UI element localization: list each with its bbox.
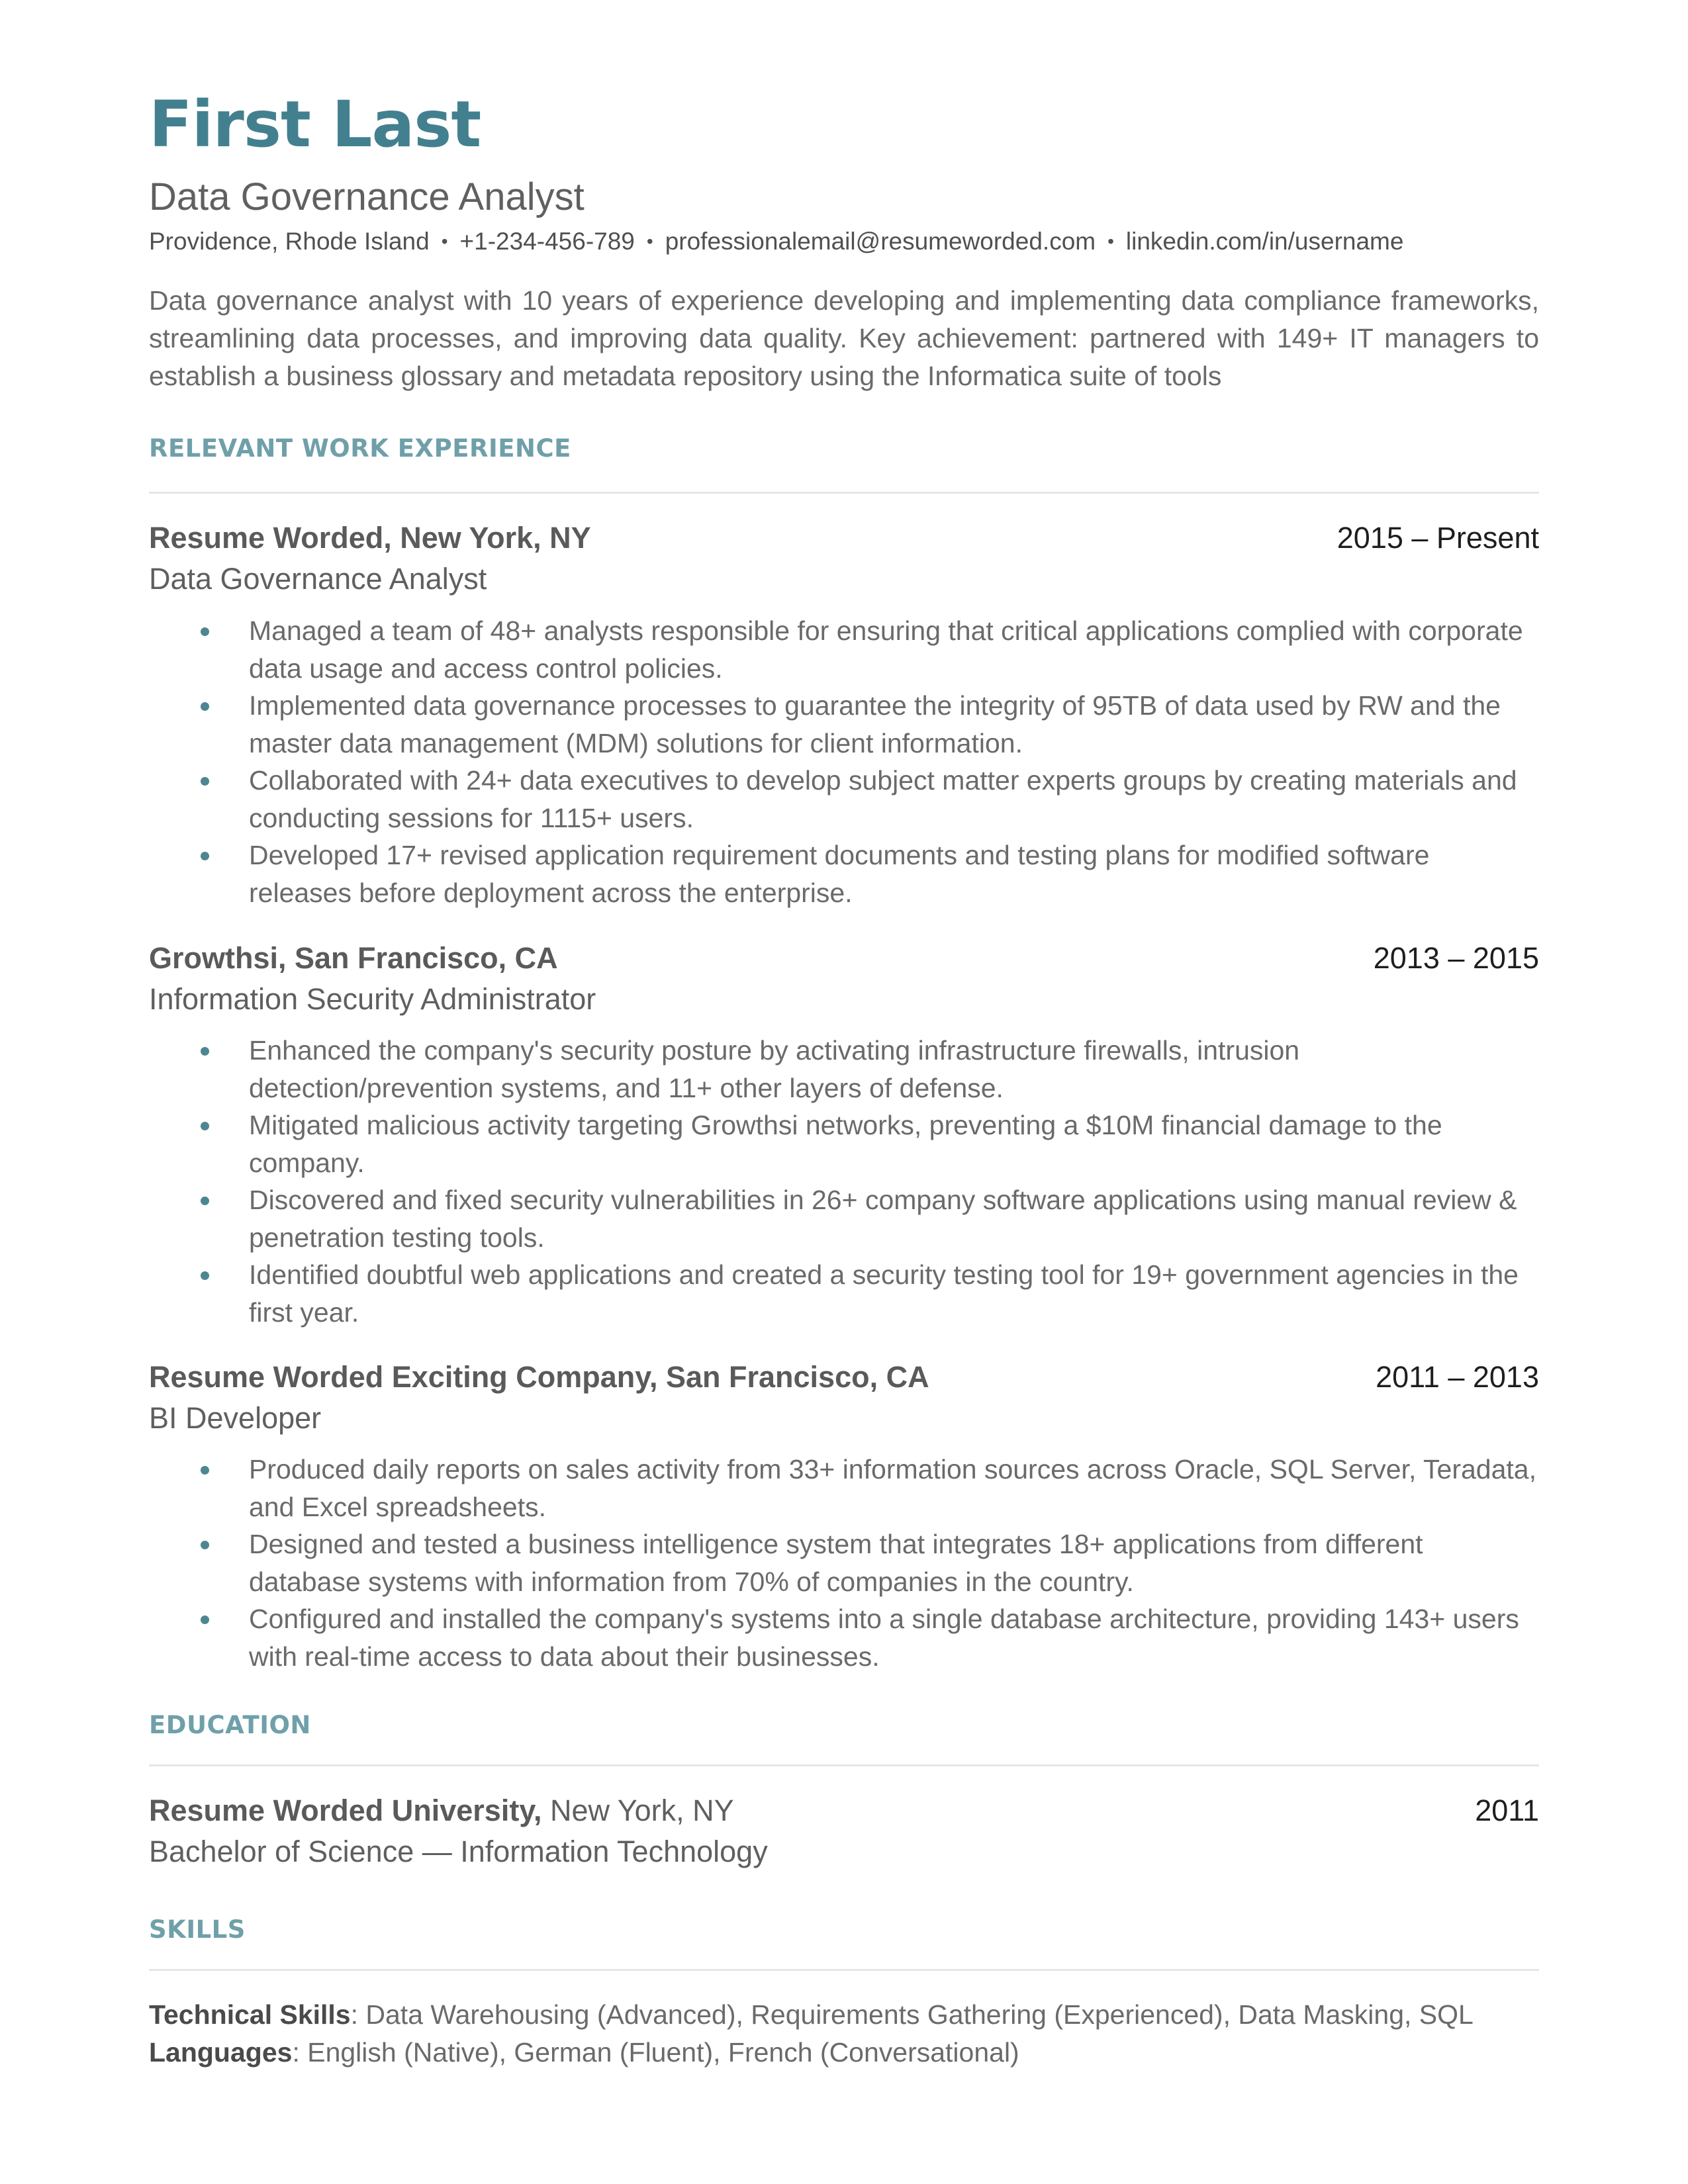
list-item: Discovered and fixed security vulnerabilities in 26+ company software applications using manual review & penetration testing tools. — [149, 1181, 1539, 1256]
candidate-title: Data Governance Analyst — [149, 175, 585, 218]
contact-linkedin[interactable]: linkedin.com/in/username — [1125, 228, 1404, 255]
list-item: Designed and tested a business intelligence system that integrates 18+ applications from different database systems with information from 70% of companies in the country. — [149, 1525, 1539, 1600]
candidate-name: First Last — [149, 87, 481, 161]
bullet-icon — [201, 627, 209, 636]
job-company: Growthsi, San Francisco, CA — [149, 941, 558, 975]
section-heading-education: EDUCATION — [149, 1711, 311, 1739]
contact-email[interactable]: professionalemail@resumeworded.com — [665, 228, 1096, 255]
technical-skills-value: : Data Warehousing (Advanced), Requirements Gathering (Experienced), Data Masking, SQL — [350, 1999, 1474, 2030]
job-dates: 2015 – Present — [1336, 521, 1539, 555]
contact-phone: +1-234-456-789 — [459, 228, 635, 255]
job-header — [149, 518, 1539, 558]
bullet-icon — [201, 1615, 209, 1624]
list-item: Enhanced the company's security posture by activating infrastructure firewalls, intrusion detection/prevention systems, and 11+ other layers of defense. — [149, 1032, 1539, 1107]
job-dates: 2011 – 2013 — [1376, 1360, 1539, 1394]
bullet-icon — [201, 1197, 209, 1205]
degree: Bachelor of Science — Information Technology — [149, 1835, 768, 1868]
languages-line — [149, 2034, 1019, 2071]
bullet-icon — [201, 852, 209, 860]
list-item: Produced daily reports on sales activity from 33+ information sources across Oracle, SQL Server, Teradata, and Excel spreadsheets. — [149, 1451, 1539, 1525]
job-bullets — [149, 1032, 1539, 1331]
list-item: Developed 17+ revised application requirement documents and testing plans for modified software releases before deployment across the enterprise. — [149, 837, 1539, 911]
separator-dot: • — [441, 231, 448, 251]
bullet-icon — [201, 1271, 209, 1280]
languages-label: Languages — [149, 2037, 293, 2068]
bullet-icon — [201, 1466, 209, 1475]
separator-dot: • — [646, 231, 653, 251]
job-company: Resume Worded, New York, NY — [149, 521, 591, 555]
contact-line — [149, 225, 1403, 258]
technical-skills-label: Technical Skills — [149, 1999, 351, 2030]
section-divider — [149, 1764, 1539, 1766]
job-role: Information Security Administrator — [149, 982, 596, 1016]
bullet-icon — [201, 702, 209, 711]
bullet-icon — [201, 777, 209, 786]
bullet-icon — [201, 1047, 209, 1056]
section-divider — [149, 1969, 1539, 1971]
job-dates: 2013 – 2015 — [1373, 941, 1539, 975]
list-item: Managed a team of 48+ analysts responsible for ensuring that critical applications complied with corporate data usage and access control policies. — [149, 612, 1539, 687]
graduation-year: 2011 — [1475, 1794, 1539, 1827]
section-heading-skills: SKILLS — [149, 1915, 246, 1944]
list-item: Identified doubtful web applications and created a security testing tool for 19+ government agencies in the first year. — [149, 1256, 1539, 1331]
contact-location: Providence, Rhode Island — [149, 228, 430, 255]
list-item: Implemented data governance processes to guarantee the integrity of 95TB of data used by RW and the master data management (MDM) solutions for client information. — [149, 687, 1539, 762]
job-company: Resume Worded Exciting Company, San Francisco, CA — [149, 1360, 929, 1394]
separator-dot: • — [1107, 231, 1114, 251]
job-header — [149, 1357, 1539, 1397]
list-item: Collaborated with 24+ data executives to develop subject matter experts groups by creating materials and conducting sessions for 1115+ users. — [149, 762, 1539, 837]
job-header — [149, 938, 1539, 978]
languages-value: : English (Native), German (Fluent), French (Conversational) — [292, 2037, 1019, 2068]
job-role: BI Developer — [149, 1401, 322, 1435]
job-bullets — [149, 612, 1539, 911]
list-item: Configured and installed the company's systems into a single database architecture, providing 143+ users with real-time access to data about their businesses. — [149, 1600, 1539, 1675]
summary-paragraph: Data governance analyst with 10 years of experience developing and implementing data compliance frameworks, streamlining data processes, and improving data quality. Key achievement: partnered with 149+ IT managers to establish a business glossary and metadata repository using the Informatica suite of tools — [149, 285, 1539, 391]
school-name: Resume Worded University, — [149, 1794, 542, 1827]
bullet-icon — [201, 1122, 209, 1130]
job-role: Data Governance Analyst — [149, 562, 487, 596]
list-item: Mitigated malicious activity targeting Growthsi networks, preventing a $10M financial damage to the company. — [149, 1107, 1539, 1181]
education-header — [149, 1791, 1539, 1831]
section-divider — [149, 492, 1539, 494]
technical-skills-line — [149, 1996, 1474, 2034]
section-heading-experience: RELEVANT WORK EXPERIENCE — [149, 434, 571, 463]
bullet-icon — [201, 1541, 209, 1549]
job-bullets — [149, 1451, 1539, 1675]
school-location: New York, NY — [541, 1794, 734, 1827]
